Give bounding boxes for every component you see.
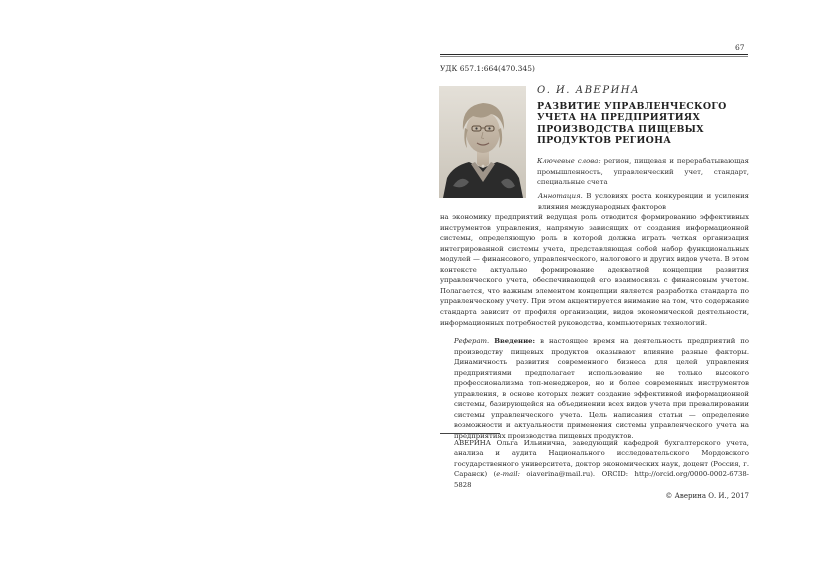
author-footnote [440,438,749,490]
summary-paragraph [440,336,749,441]
footnote-text: АВЕРИНА Ольга Ильинична, заведующий кафедрой бухгалтерского учета, анализа и аудита Национального исследовательского Мордовского государственного университета, доктор экономических наук, доцент (Россия, г. Саранск) ( [454,439,749,479]
footnote-paragraph [440,438,749,490]
keywords-label: Ключевые слова: [537,157,601,165]
summary-intro: Введение: [494,337,536,345]
footnote-orcid: ). ORCID: http://orcid.org/0000-0002-6738-5828 [454,470,749,489]
keywords-block [537,156,749,188]
footnote-email: oiaverina@mail.ru [519,470,591,479]
abstract-lead [440,191,749,212]
abstract-label: Аннотация. [538,192,583,200]
summary-text: в настоящее время на деятельность предприятий по производству пищевых продуктов оказывают влияние разные факторы. Динамичность развития современного бизнеса для целей управления предприятиями предполагает использование не только высокого профессионализма топ-менеджеров, но и более современных инструментов управления, в основе которых лежит создание эффективной информационной системы, базирующейся на объединении всех видов учета при превалировании системы управленческого учета. Цель написания статьи — определение возможности и актуальности применения системы управленческого учета на предприятиях производства пищевых продуктов. [454,337,749,440]
header-rule-thin [440,56,748,57]
keywords-text: регион, пищевая и перерабатывающая промышленность, управленческий учет, стандарт, специальные счета [537,157,749,187]
author-portrait-image [439,86,526,198]
author-photo [439,86,526,198]
title-line: РАЗВИТИЕ УПРАВЛЕНЧЕСКОГО [537,101,727,112]
abstract-lead-text: В условиях роста конкуренции и усиления влияния международных факторов [538,192,749,211]
header-rule [440,54,748,55]
udc-code: УДК 657.1:664(470.345) [440,64,535,73]
footnote-rule [440,433,500,434]
abstract-block [440,191,749,328]
article-title [537,101,752,147]
page-number: 67 [735,43,745,52]
title-line: УЧЕТА НА ПРЕДПРИЯТИЯХ [537,112,701,124]
summary-label: Реферат. [454,337,490,345]
author-name: О. И. АВЕРИНА [537,85,641,96]
footnote-email-label: e-mail: [496,470,520,479]
title-line: ПРОИЗВОДСТВА ПИЩЕВЫХ [537,123,704,135]
copyright: © Аверина О. И., 2017 [665,492,749,500]
title-line: ПРОДУКТОВ РЕГИОНА [537,135,672,147]
summary-block [440,336,749,441]
abstract-body: на экономику предприятий ведущая роль отводится формированию эффективных инструментов управления, напрямую зависящих от создания информационной системы, определяющую роль в которой должна играть четкая организация интегрированной системы учета, представляющая собой набор функциональных модулей — финансового, управленческого, налогового и других видов учета. В этом контексте актуально формирование адекватной концепции развития управленческого учета, обеспечивающей его взаимосвязь с финансовым учетом. Полагается, что важным элементом концепции является разработка стандарта по управленческому учету. При этом акцентируется внимание на том, что содержание стандарта зависит от профиля организации, видов экономической деятельности, информационных потребностей руководства, компьютерных технологий. [440,213,749,327]
